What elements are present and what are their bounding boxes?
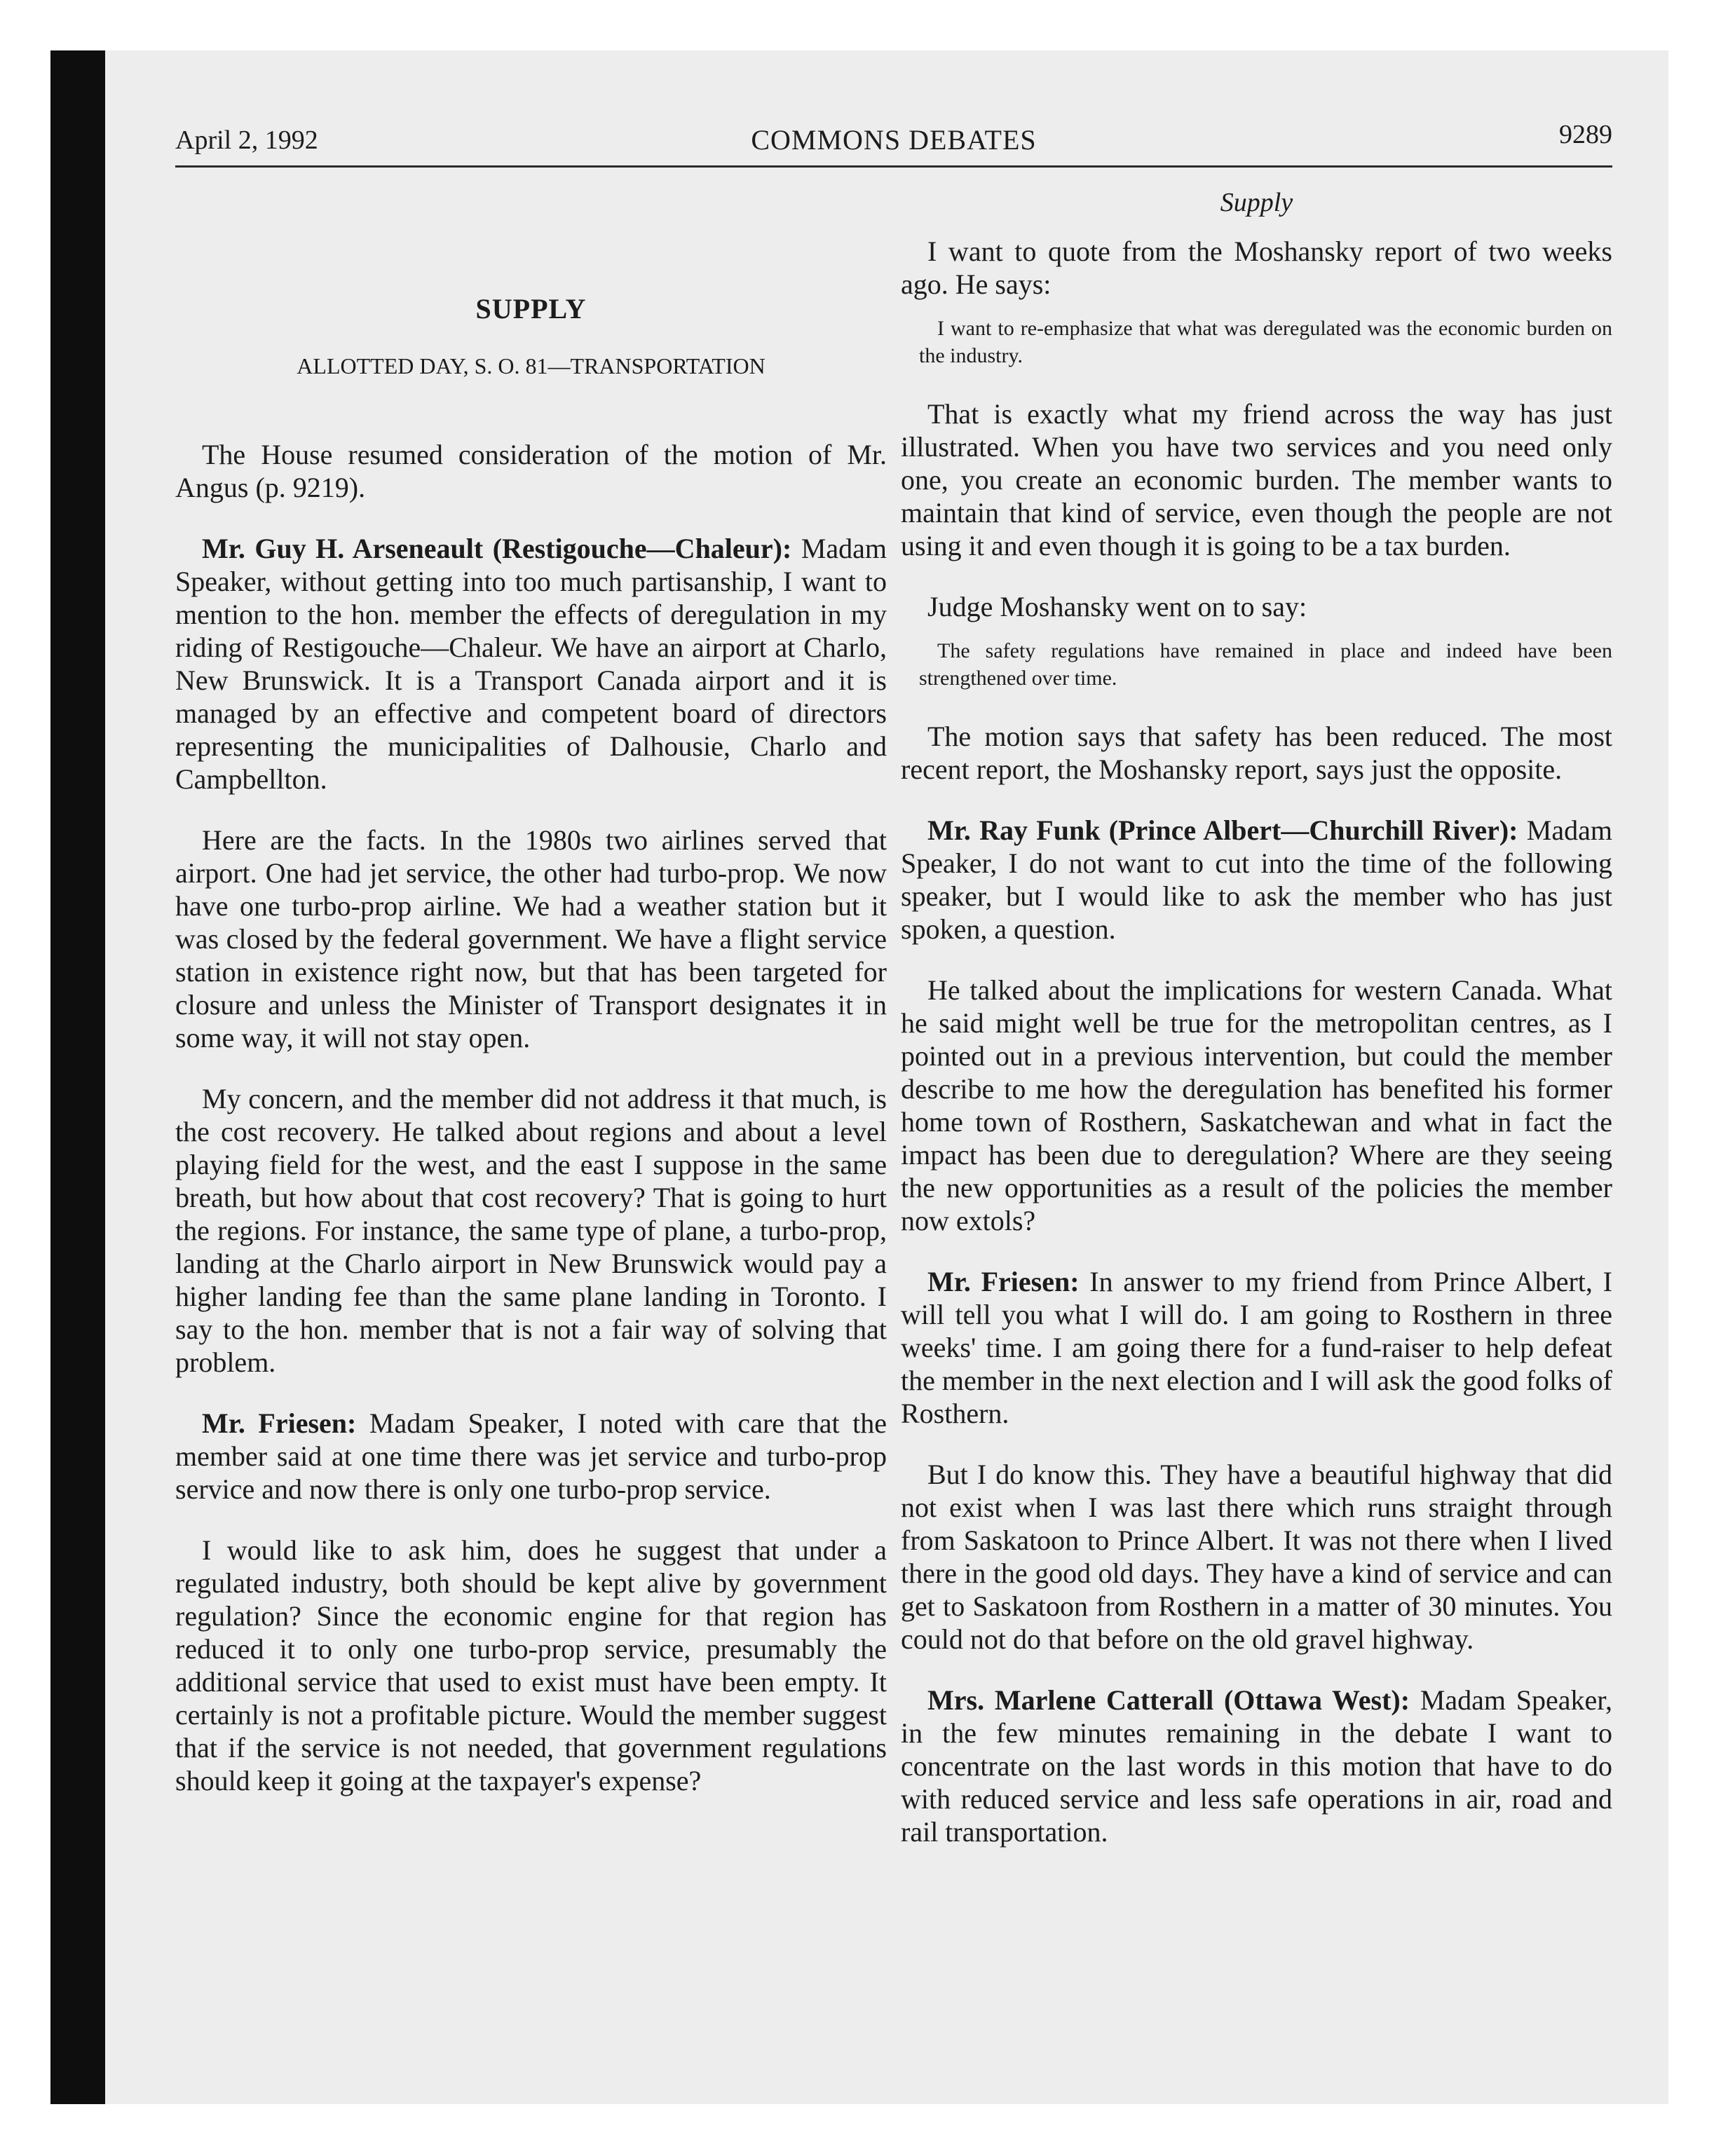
two-column-body <box>175 168 1612 1876</box>
paragraph: The House resumed consideration of the motion of Mr. Angus (p. 9219). <box>175 439 887 503</box>
speaker-name: Mr. Friesen: <box>927 1266 1080 1297</box>
paragraph: That is exactly what my friend across the way has just illustrated. When you have two services and you need only one, you create an economic burden. The member wants to maintain that kind of service, even though the people are not using it and even though it is going to be a tax burden. <box>901 398 1612 561</box>
speaker-name: Mrs. Marlene Catterall (Ottawa West): <box>927 1684 1410 1716</box>
section-heading: SUPPLY <box>475 293 587 325</box>
paragraph: I would like to ask him, does he suggest that under a regulated industry, both should be kept alive by government regulation? Since the economic engine for that region has reduced it to only one turbo‑prop service, presumably the additional service that used to exist must have been empty. It certainly is not a profitable picture. Would the member suggest that if the service is not needed, that government regulations should keep it going at the taxpayer's expense? <box>175 1534 887 1796</box>
speaker-name: Mr. Friesen: <box>202 1407 357 1439</box>
paragraph: But I do know this. They have a beautiful highway that did not exist when I was last there which runs straight through from Saskatoon to Prince Albert. It was not there when I lived there in the good old days. They have a kind of service and can get to Saskatoon from Rosthern in a matter of 30 minutes. You could not do that before on the old gravel highway. <box>901 1459 1612 1655</box>
paragraph: I want to quote from the Moshansky report of two weeks ago. He says: <box>901 236 1612 300</box>
page-number: 9289 <box>1559 120 1612 149</box>
speaker-name: Mr. Ray Funk (Prince Albert—Churchill River): <box>927 814 1518 846</box>
paragraph <box>175 1407 887 1506</box>
right-column <box>901 168 1612 1876</box>
block-quote: I want to re‑emphasize that what was deregulated was the economic burden on the industry. <box>919 317 1612 367</box>
speech-text: Madam Speaker, I do not want to cut into the time of the following speaker, but I would like to ask the member who has just spoken, a question. <box>901 814 1612 945</box>
speech-text: Madam Speaker, in the few minutes remaining in the debate I want to concentrate on the last words in this motion that have to do with reduced service and less safe operations in air, road and rail transportation. <box>901 1684 1612 1848</box>
page-header <box>175 105 1612 168</box>
speaker-name: Mr. Guy H. Arseneault (Restigouche—Chaleur): <box>202 533 792 564</box>
left-column <box>175 168 887 1876</box>
paragraph <box>901 1265 1612 1430</box>
speech-text: Madam Speaker, I noted with care that the member said at one time there was jet service and turbo‑prop service and now there is only one turbo‑prop service. <box>175 1407 887 1505</box>
binding-edge <box>50 50 105 2104</box>
paragraph <box>175 532 887 796</box>
header-date: April 2, 1992 <box>175 125 318 155</box>
paragraph <box>901 814 1612 946</box>
block-quote: The safety regulations have remained in place and indeed have been strengthened over time. <box>919 639 1612 690</box>
paragraph: Here are the facts. In the 1980s two airlines served that airport. One had jet service, the other had turbo‑prop. We now have one turbo‑prop airline. We had a weather station but it was closed by the federal government. We have a flight service station in existence right now, but that has been targeted for closure and unless the Minister of Transport designates it in some way, it will not stay open. <box>175 824 887 1053</box>
section-subheading: ALLOTTED DAY, S. O. 81—TRANSPORTATION <box>297 353 766 378</box>
speech-text: In answer to my friend from Prince Albert, I will tell you what I will do. I am going to Rosthern in three weeks' time. I am going there for a fund‑raiser to help defeat the member in the next election and I will ask the good folks of Rosthern. <box>901 1266 1613 1429</box>
paragraph: Judge Moshansky went on to say: <box>927 591 1307 622</box>
paragraph <box>901 1684 1612 1848</box>
document-page <box>175 105 1612 1876</box>
paragraph: The motion says that safety has been reduced. The most recent report, the Moshansky report, says just the opposite. <box>901 721 1612 785</box>
speech-text: Madam Speaker, without getting into too much partisanship, I want to mention to the hon. member the effects of deregulation in my riding of Restigouche—Chaleur. We have an airport at Charlo, New Brunswick. It is a Transport Canada airport and it is managed by an effective and competent board of directors representing the municipalities of Dalhousie, Charlo and Campbellton. <box>175 533 887 795</box>
header-title: COMMONS DEBATES <box>751 124 1037 156</box>
paragraph: My concern, and the member did not address it that much, is the cost recovery. He talked about regions and about a level playing field for the west, and the east I suppose in the same breath, but how about that cost recovery? That is going to hurt the regions. For instance, the same type of plane, a turbo‑prop, landing at the Charlo airport in New Brunswick would pay a higher landing fee than the same plane landing in Toronto. I say to the hon. member that is not a fair way of solving that problem. <box>175 1083 887 1378</box>
paragraph: He talked about the implications for western Canada. What he said might well be true for the metropolitan centres, as I pointed out in a previous intervention, but could the member describe to me how the deregulation has benefited his former home town of Rosthern, Saskatchewan and what in fact the impact has been due to deregulation? Where are they seeing the new opportunities as a result of the policies the member now extols? <box>901 974 1612 1236</box>
running-head: Supply <box>1220 188 1293 217</box>
